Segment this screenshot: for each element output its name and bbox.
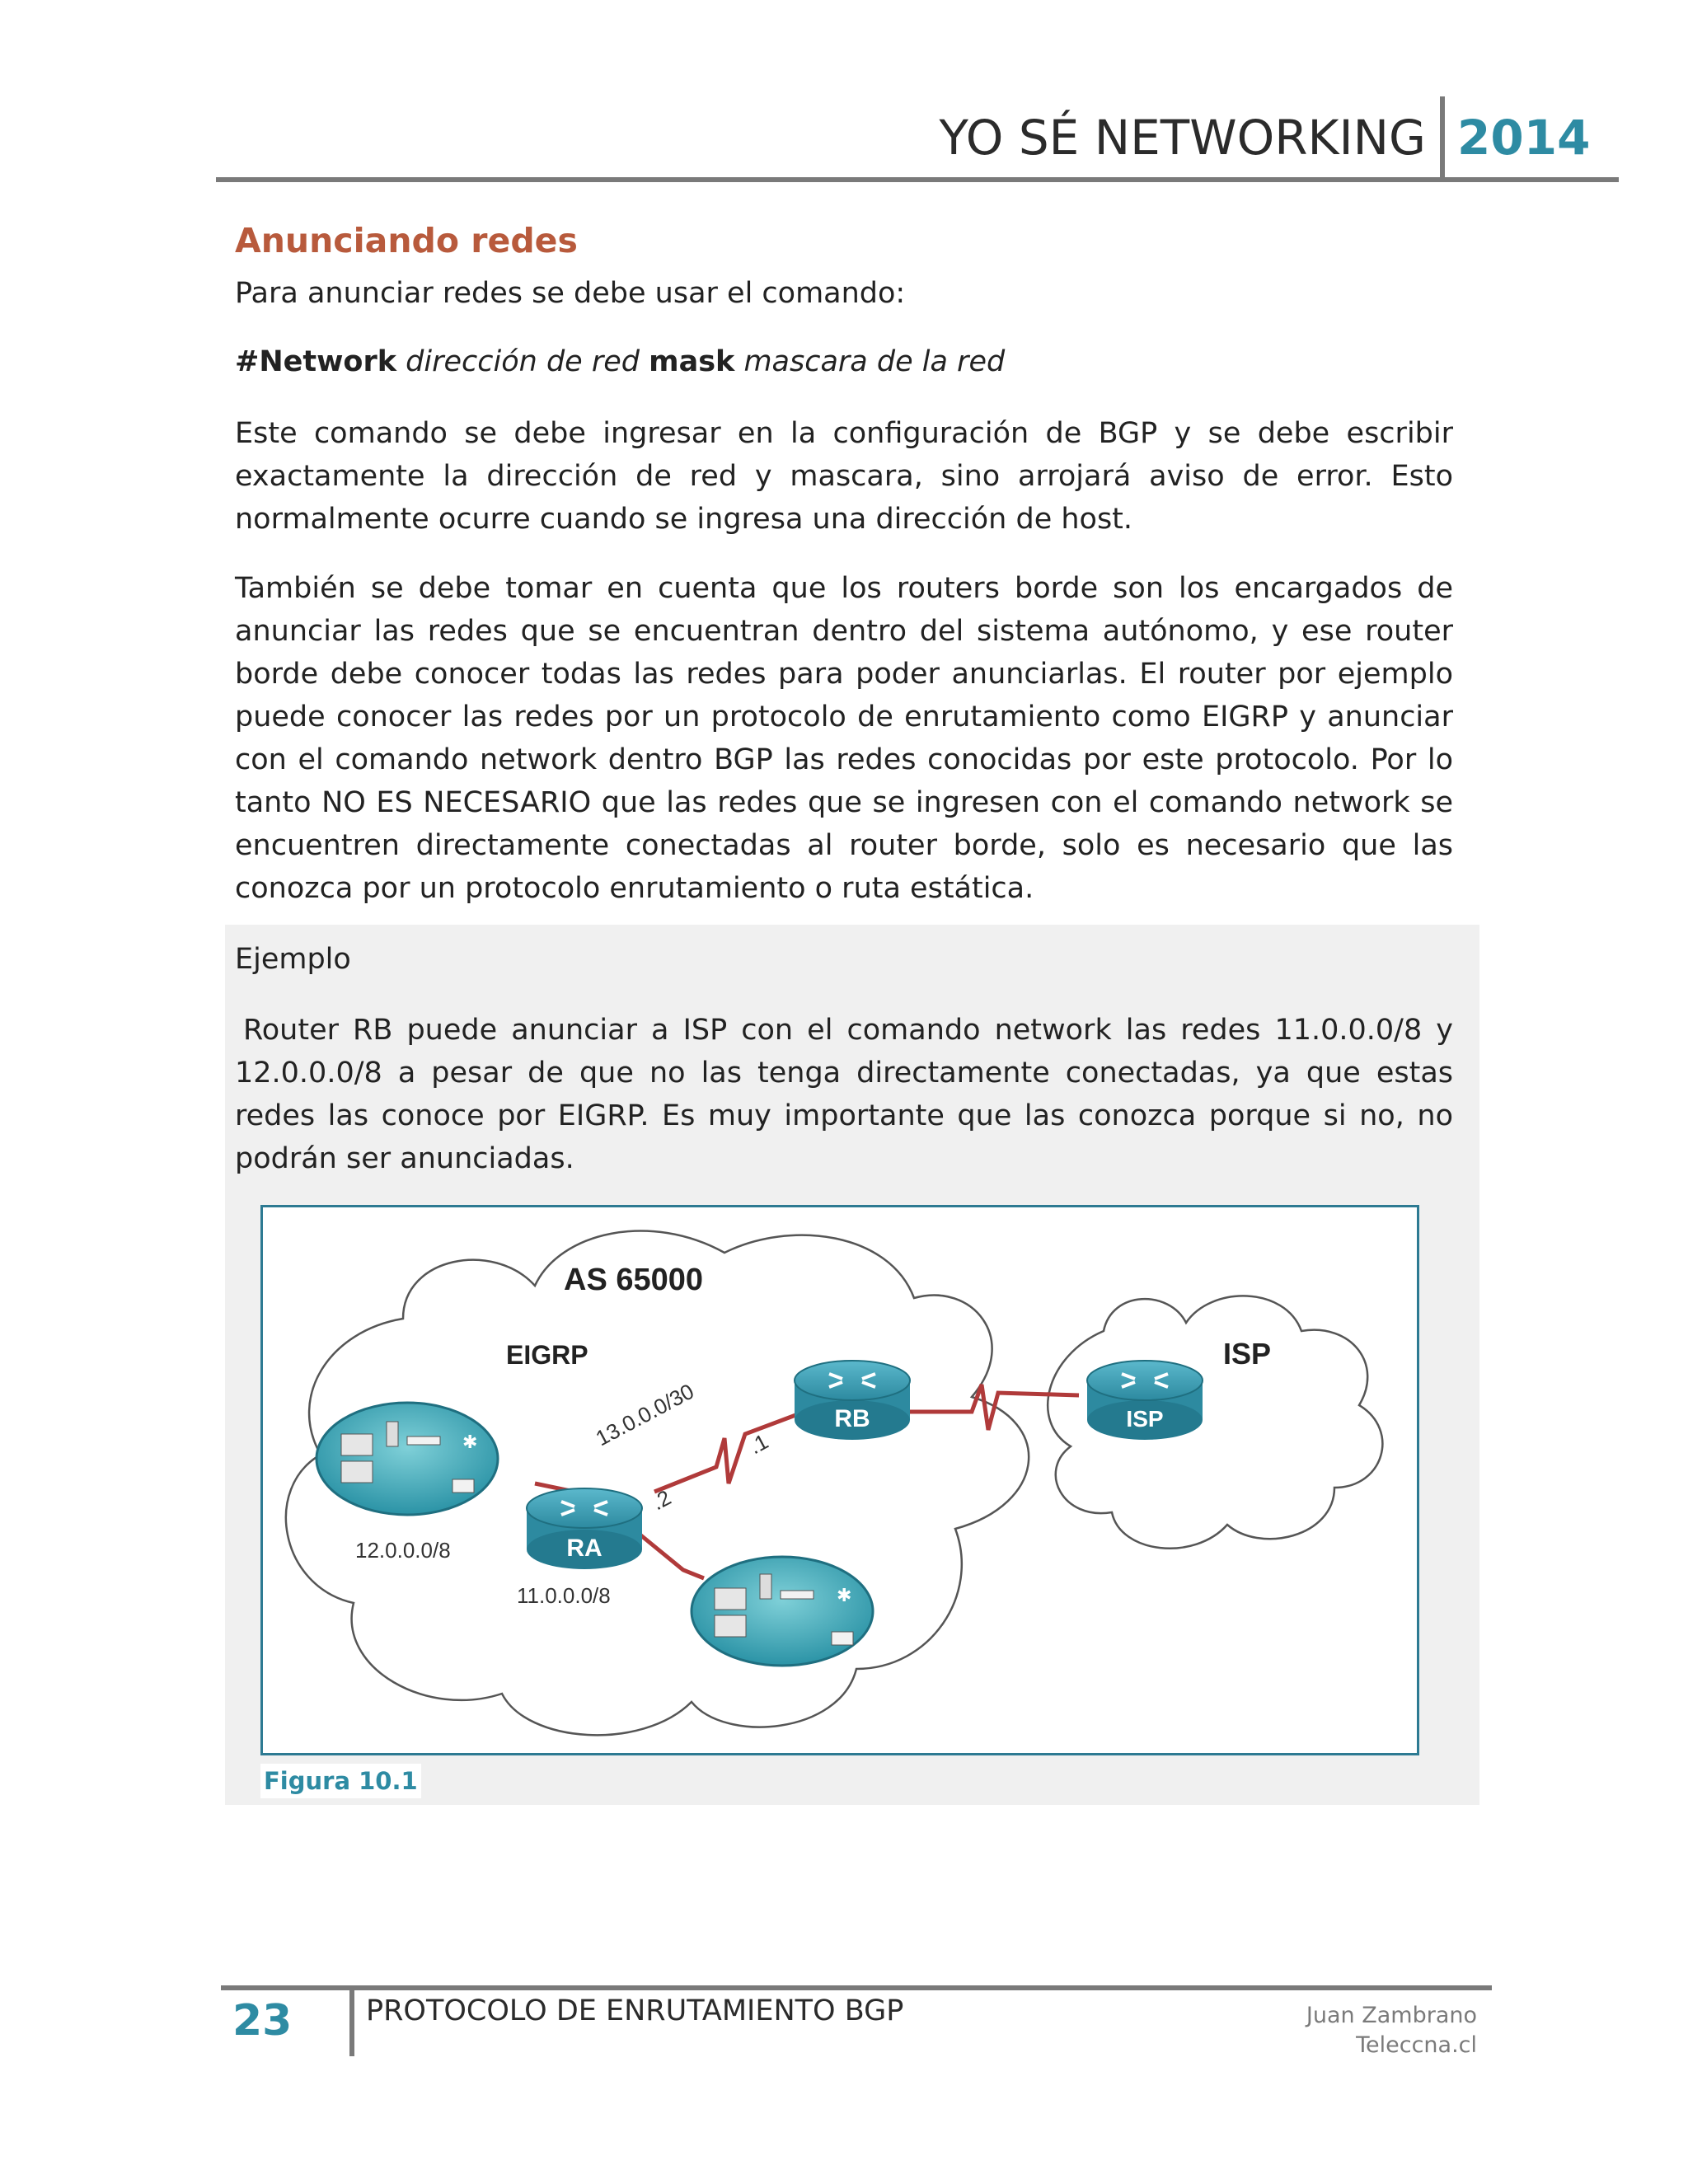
header-rule <box>216 177 1619 182</box>
isp-cloud-label: ISP <box>1223 1337 1272 1371</box>
footer-title: PROTOCOLO DE ENRUTAMIENTO BGP <box>366 1994 904 2027</box>
link-network-label: 13.0.0.0/30 <box>591 1378 698 1451</box>
header-title: YO SÉ NETWORKING <box>939 110 1426 166</box>
command-arg-network: dirección de red <box>406 345 640 378</box>
eigrp-label: EIGRP <box>506 1340 588 1370</box>
router-rb <box>795 1361 910 1440</box>
router-ra <box>527 1488 642 1569</box>
example-label: Ejemplo <box>235 943 351 976</box>
ra-port-label: .2 <box>647 1484 675 1516</box>
intro-paragraph: Para anunciar redes se debe usar el comando: <box>235 277 906 310</box>
network-diagram-svg <box>263 1207 1417 1753</box>
body-paragraph-2: También se debe tomar en cuenta que los routers borde son los encargados de anunciar las redes que se encuentran dentro del sistema autónomo, y ese router borde debe conocer todas las redes para poder anunciarlas. El router por ejemplo puede conocer las redes por un protocolo de enrutamiento como EIGRP y anunciar con el comando network dentro BGP las redes conocidas por este protocolo. Por lo tanto NO ES NECESARIO que las redes que se ingresen con el comando network se encuentren directamente conectadas al router borde, solo es necesario que las conozca por un protocolo enrutamiento o ruta estática. <box>235 572 1453 905</box>
footer-author: Juan Zambrano <box>1306 2003 1477 2028</box>
lan2-label: 11.0.0.0/8 <box>517 1583 611 1608</box>
router-isp-label: ISP <box>1126 1406 1164 1432</box>
network-diagram <box>260 1205 1419 1755</box>
command-keyword-network: #Network <box>235 345 397 378</box>
section-heading: Anunciando redes <box>235 221 578 260</box>
page-number: 23 <box>232 1996 293 2046</box>
as-label: AS 65000 <box>564 1263 704 1297</box>
figure-caption: Figura 10.1 <box>260 1764 421 1798</box>
footer-site: Teleccna.cl <box>1356 2032 1477 2058</box>
command-syntax <box>235 340 1453 383</box>
svg-text:✱: ✱ <box>462 1432 478 1453</box>
lan2-icon <box>692 1557 873 1666</box>
example-text: Router RB puede anunciar a ISP con el comando network las redes 11.0.0.0/8 y 12.0.0.0/8 a pesar de que no las tenga directamente conectadas, ya que estas redes las conoce por EIGRP. Es muy importante que las conozca porque si no, no podrán ser anunciadas. <box>235 1014 1453 1175</box>
body-paragraph-1: Este comando se debe ingresar en la configuración de BGP y se debe escribir exactamente la dirección de red y mascara, sino arrojará aviso de error. Esto normalmente ocurre cuando se ingresa una dirección de host. <box>235 417 1453 536</box>
svg-text:✱: ✱ <box>837 1586 852 1606</box>
rb-port-label: .1 <box>744 1428 772 1460</box>
lan1-label: 12.0.0.0/8 <box>355 1538 451 1563</box>
command-keyword-mask: mask <box>649 345 735 378</box>
lan1-icon <box>316 1403 498 1515</box>
command-arg-mask: mascara de la red <box>743 345 1006 378</box>
router-rb-label: RB <box>834 1405 870 1432</box>
router-ra-label: RA <box>566 1535 603 1562</box>
footer-rule <box>221 1985 1492 1990</box>
footer-author-block <box>1236 2001 1477 2060</box>
header-year: 2014 <box>1457 110 1591 166</box>
router-isp <box>1087 1361 1203 1440</box>
header-separator <box>1440 96 1445 180</box>
footer-separator <box>349 1985 354 2056</box>
